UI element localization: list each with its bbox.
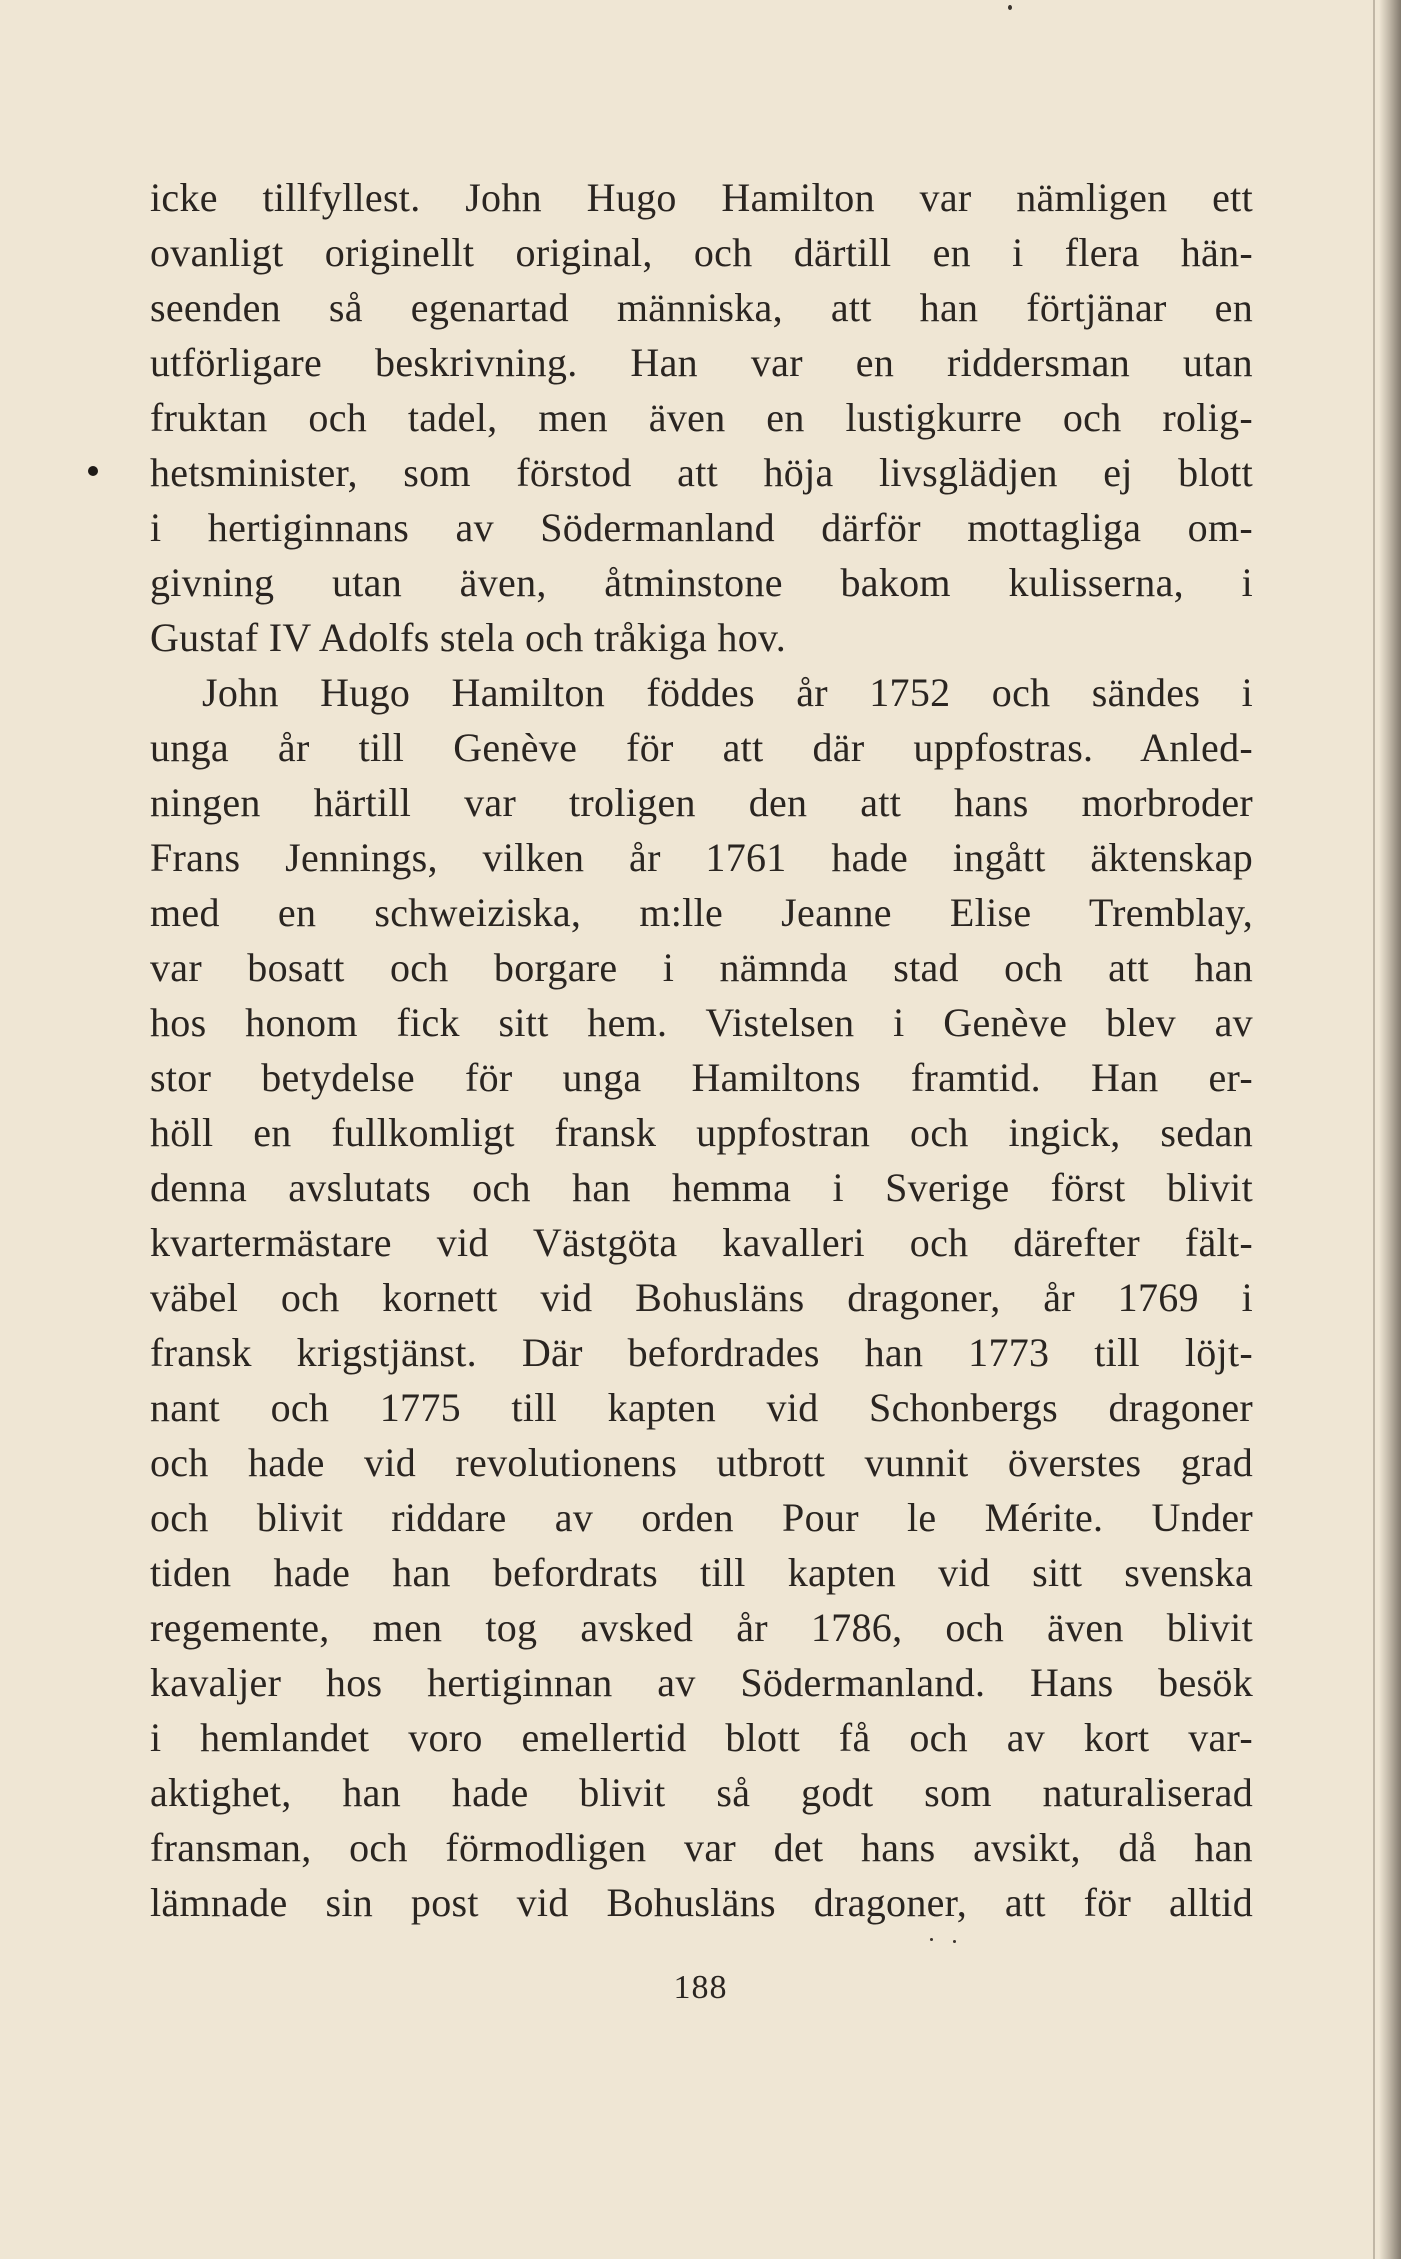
text-line: i hemlandet voro emellertid blott få och av kort var- <box>150 1715 1253 1760</box>
text-line: kvartermästare vid Västgöta kavalleri och därefter fält- <box>150 1220 1253 1265</box>
text-line: med en schweiziska, m:lle Jeanne Elise Tremblay, <box>150 890 1253 935</box>
text-line: unga år till Genève för att där uppfostras. Anled- <box>150 725 1253 770</box>
text-line: var bosatt och borgare i nämnda stad och att han <box>150 945 1253 990</box>
text-line: Frans Jennings, vilken år 1761 hade ingått äktenskap <box>150 835 1253 880</box>
text-line: väbel och kornett vid Bohusläns dragoner, år 1769 i <box>150 1275 1253 1320</box>
paragraph-end-line: Gustaf IV Adolfs stela och tråkiga hov. <box>150 615 787 660</box>
text-line: utförligare beskrivning. Han var en riddersman utan <box>150 340 1253 385</box>
text-line: aktighet, han hade blivit så godt som naturaliserad <box>150 1770 1253 1815</box>
text-line: ovanligt originellt original, och därtill en i flera hän- <box>150 230 1253 275</box>
text-line: regemente, men tog avsked år 1786, och även blivit <box>150 1605 1253 1650</box>
body-text <box>150 170 1253 1930</box>
page-edge-shadow <box>1379 0 1401 2259</box>
text-line: fransk krigstjänst. Där befordrades han 1773 till löjt- <box>150 1330 1253 1375</box>
text-line: fruktan och tadel, men även en lustigkurre och rolig- <box>150 395 1253 440</box>
text-line: nant och 1775 till kapten vid Schonbergs dragoner <box>150 1385 1253 1430</box>
text-line: seenden så egenartad människa, att han förtjänar en <box>150 285 1253 330</box>
margin-mark <box>88 466 98 476</box>
text-line: ningen härtill var troligen den att hans morbroder <box>150 780 1253 825</box>
ink-speck <box>1008 5 1012 10</box>
text-line: och hade vid revolutionens utbrott vunnit överstes grad <box>150 1440 1253 1485</box>
text-line: icke tillfyllest. John Hugo Hamilton var nämligen ett <box>150 175 1253 220</box>
text-line: kavaljer hos hertiginnan av Södermanland. Hans besök <box>150 1660 1253 1705</box>
text-line: och blivit riddare av orden Pour le Mérite. Under <box>150 1495 1253 1540</box>
text-line: hos honom fick sitt hem. Vistelsen i Genève blev av <box>150 1000 1253 1045</box>
page-number: 188 <box>673 1969 728 2006</box>
text-line: lämnade sin post vid Bohusläns dragoner, att för alltid <box>150 1880 1253 1925</box>
page-edge-line <box>1373 0 1375 2259</box>
text-line: givning utan även, åtminstone bakom kulisserna, i <box>150 560 1253 605</box>
text-line: höll en fullkomligt fransk uppfostran och ingick, sedan <box>150 1110 1253 1155</box>
text-line: i hertiginnans av Södermanland därför mottagliga om- <box>150 505 1253 550</box>
text-line: hetsminister, som förstod att höja livsglädjen ej blott <box>150 450 1253 495</box>
paragraph-start-line: John Hugo Hamilton föddes år 1752 och sändes i <box>202 670 1253 715</box>
ink-speck <box>930 1938 933 1941</box>
text-line: denna avslutats och han hemma i Sverige först blivit <box>150 1165 1253 1210</box>
text-line: tiden hade han befordrats till kapten vid sitt svenska <box>150 1550 1253 1595</box>
text-line: stor betydelse för unga Hamiltons framtid. Han er- <box>150 1055 1253 1100</box>
ink-speck <box>953 1940 956 1943</box>
text-line: fransman, och förmodligen var det hans avsikt, då han <box>150 1825 1253 1870</box>
